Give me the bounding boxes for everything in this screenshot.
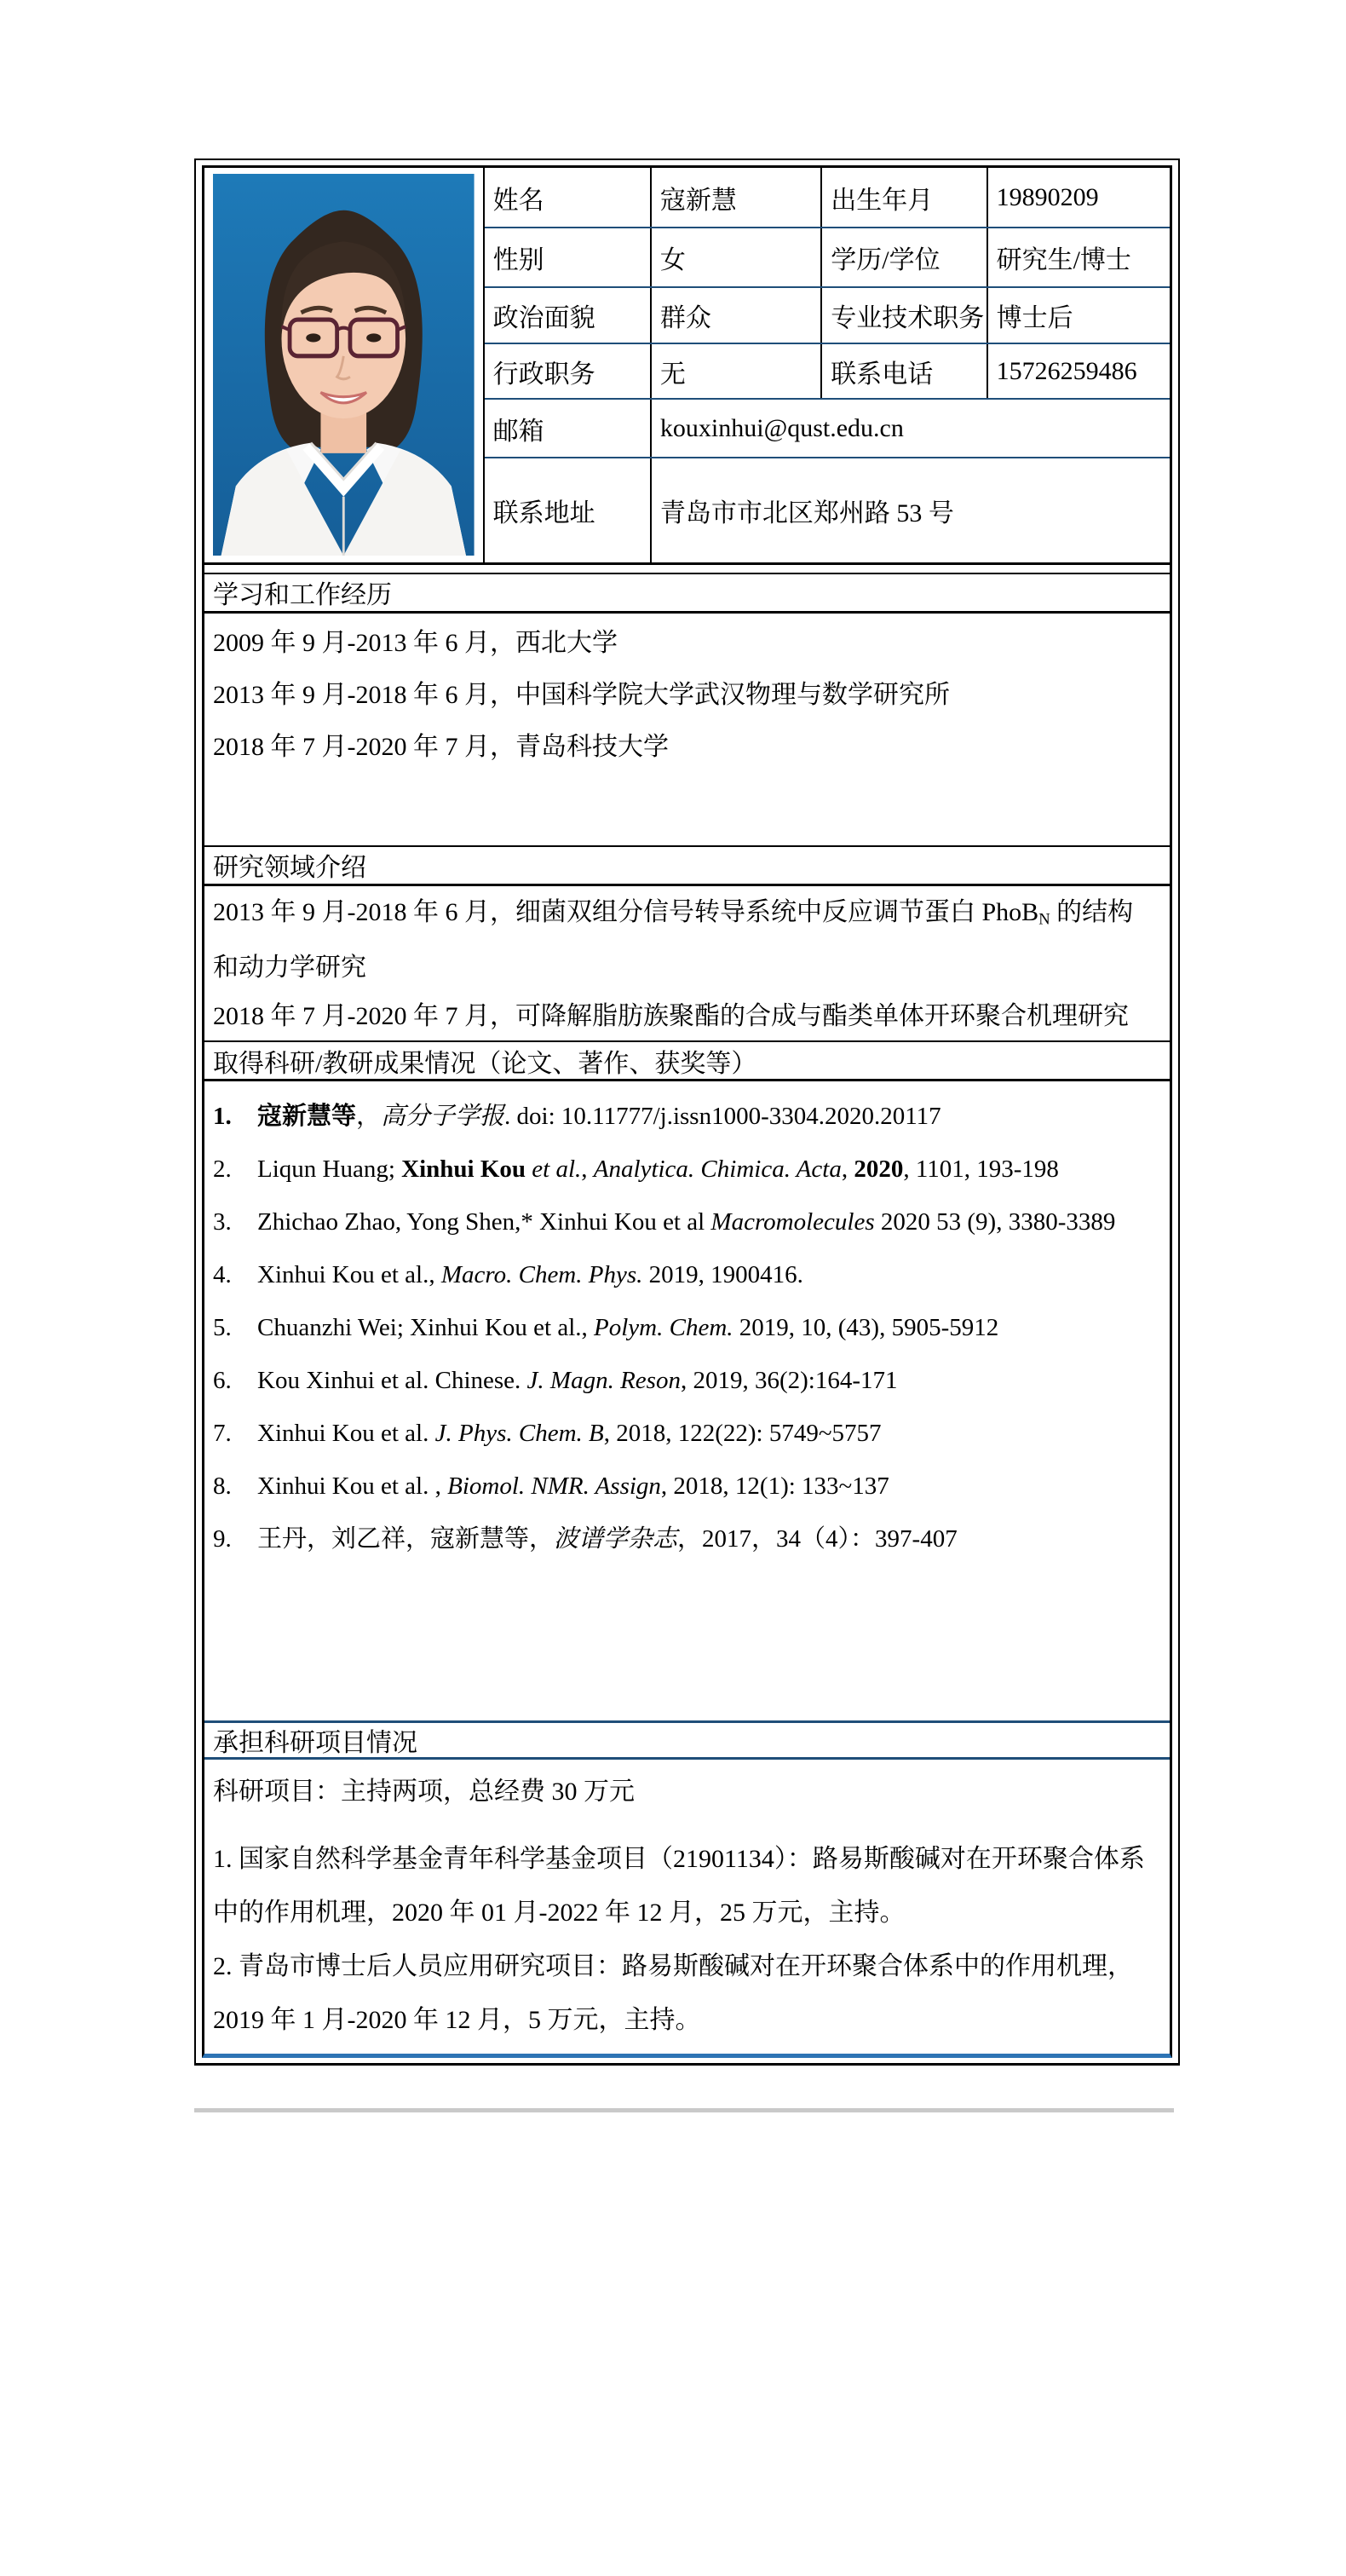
text-segment: Chuanzhi Wei; Xinhui Kou et al.,	[257, 1314, 595, 1342]
text-segment: , 2019, 36(2):164-171	[680, 1367, 898, 1395]
publication-text	[257, 1470, 1158, 1502]
publication-item	[213, 1100, 1158, 1132]
text-segment: Xinhui Kou et al. ,	[257, 1472, 448, 1501]
section-header-research-field	[204, 847, 1170, 886]
text-segment: 王丹，刘乙祥，寇新慧等，	[257, 1525, 555, 1553]
text-segment: Liqun Huang;	[257, 1155, 402, 1184]
text-segment: 2019, 10, (43), 5905-5912	[733, 1314, 999, 1342]
publication-item	[213, 1364, 1158, 1397]
section-header-projects	[204, 1720, 1170, 1760]
info-label-gender: 性别	[484, 228, 651, 287]
section-header-education	[204, 574, 1170, 614]
section-title: 研究领域介绍	[213, 854, 366, 882]
text-segment: N	[1038, 910, 1050, 929]
info-value-email: kouxinhui@qust.edu.cn	[651, 399, 1170, 458]
info-label-political-status: 政治面貌	[484, 287, 651, 343]
info-label-birth: 出生年月	[821, 168, 986, 228]
section-body-achievements publication-list	[204, 1081, 1170, 1720]
page-separator-line	[194, 2108, 1174, 2112]
text-segment: et al.	[526, 1155, 582, 1184]
publication-text	[257, 1100, 1158, 1132]
text-segment: Macro. Chem. Phys.	[440, 1261, 643, 1289]
section-title: 承担科研项目情况	[213, 1729, 417, 1758]
publication-item	[213, 1259, 1158, 1291]
publication-number: 9.	[213, 1525, 232, 1553]
text-segment: 高分子学报	[381, 1103, 505, 1131]
text-segment: Xinhui Kou et al.,	[257, 1261, 441, 1289]
publication-text	[257, 1311, 1158, 1344]
text-segment: , 2018, 122(22): 5749~5757	[603, 1420, 882, 1448]
publication-number: 7.	[213, 1420, 232, 1448]
text-segment: 2020 53 (9), 3380-3389	[874, 1208, 1116, 1236]
text-segment: J. Magn. Reson	[526, 1367, 681, 1395]
text-segment: Macromolecules	[710, 1208, 875, 1236]
text-segment: ,	[581, 1155, 594, 1184]
text-segment: 寇新慧等	[257, 1103, 357, 1131]
info-label-degree: 学历/学位	[821, 228, 986, 287]
text-segment: Xinhui Kou	[401, 1155, 526, 1184]
section-title: 学习和工作经历	[213, 581, 392, 609]
text-segment: 波谱学杂志	[554, 1525, 678, 1553]
publication-item	[213, 1417, 1158, 1449]
info-value-birth: 19890209	[987, 168, 1170, 228]
section-header-achievements	[204, 1042, 1170, 1081]
publication-number: 1.	[213, 1103, 232, 1131]
publication-text	[257, 1259, 1158, 1291]
publication-text	[257, 1206, 1158, 1238]
text-segment: ，2017，34（4）：397-407	[677, 1525, 958, 1553]
text-line: 2013 年 9 月-2018 年 6 月，中国科学院大学武汉物理与数学研究所	[213, 680, 950, 709]
publication-number: 2.	[213, 1155, 232, 1184]
text-line: 1. 国家自然科学基金青年科学基金项目（21901134）：路易斯酸碱对在开环聚合体系中的作用机理，2020 年 01 月-2022 年 12 月，25 万元，主持。	[213, 1845, 1145, 1928]
projects-summary: 科研项目：主持两项，总经费 30 万元	[213, 1778, 635, 1807]
text-segment: Analytica. Chimica. Acta	[593, 1155, 842, 1184]
info-value-political-status: 群众	[651, 287, 821, 343]
resume-document	[202, 165, 1172, 2058]
info-label-address: 联系地址	[484, 458, 651, 563]
text-segment: Xinhui Kou et al.	[257, 1420, 435, 1448]
publication-text	[257, 1523, 1158, 1555]
personal-info-table	[204, 168, 1170, 565]
portrait-photo	[213, 174, 475, 556]
projects-list	[213, 1832, 1158, 2047]
publication-item	[213, 1311, 1158, 1344]
text-line: 2. 青岛市博士后人员应用研究项目：路易斯酸碱对在开环聚合体系中的作用机理，2019 年 1 月-2020 年 12 月，5 万元，主持。	[213, 1952, 1133, 2035]
text-line	[213, 992, 1158, 1040]
photo-cell	[204, 168, 484, 563]
text-segment: Biomol. NMR. Assign	[447, 1472, 661, 1501]
info-value-title: 博士后	[987, 287, 1170, 343]
publication-text	[257, 1153, 1158, 1185]
info-value-address: 青岛市市北区郑州路 53 号	[651, 458, 1170, 563]
section-body-research-field	[204, 886, 1170, 1041]
section-title: 取得科研/教研成果情况（论文、著作、获奖等）	[213, 1049, 757, 1078]
publication-item	[213, 1523, 1158, 1555]
table-gap	[204, 565, 1170, 573]
text-segment: , 2018, 12(1): 133~137	[660, 1472, 889, 1501]
text-segment: Kou Xinhui et al. Chinese.	[257, 1367, 527, 1395]
info-label-title: 专业技术职务	[821, 287, 986, 343]
text-segment: . doi: 10.11777/j.issn1000-3304.2020.20117	[504, 1103, 941, 1131]
publication-number: 5.	[213, 1314, 232, 1342]
info-value-degree: 研究生/博士	[987, 228, 1170, 287]
text-segment: ，	[356, 1103, 382, 1131]
text-line: 2018 年 7 月-2020 年 7 月，青岛科技大学	[213, 732, 669, 761]
text-line: 2009 年 9 月-2013 年 6 月，西北大学	[213, 628, 618, 657]
info-value-name: 寇新慧	[651, 168, 821, 228]
text-segment: 2019, 1900416.	[642, 1261, 803, 1289]
text-line	[213, 888, 1158, 993]
info-label-email: 邮箱	[484, 399, 651, 458]
info-value-phone: 15726259486	[987, 343, 1170, 399]
text-segment: 2020	[854, 1155, 904, 1184]
publication-text	[257, 1417, 1158, 1449]
text-segment: Polym. Chem.	[594, 1314, 733, 1342]
publication-number: 4.	[213, 1261, 232, 1289]
text-segment: 的结构和动力学研究	[213, 897, 1134, 983]
publication-text	[257, 1364, 1158, 1397]
publication-item	[213, 1470, 1158, 1502]
publication-item	[213, 1153, 1158, 1185]
text-segment: , 1101, 193-198	[903, 1155, 1059, 1184]
info-label-admin-post: 行政职务	[484, 343, 651, 399]
info-label-phone: 联系电话	[821, 343, 986, 399]
text-segment: ,	[841, 1155, 854, 1184]
info-label-name: 姓名	[484, 168, 651, 228]
info-value-gender: 女	[651, 228, 821, 287]
resume-sections	[204, 573, 1170, 2054]
publication-number: 6.	[213, 1367, 232, 1395]
section-body-projects	[204, 1760, 1170, 2054]
publication-number: 8.	[213, 1472, 232, 1501]
text-segment: 2013 年 9 月-2018 年 6 月，细菌双组分信号转导系统中反应调节蛋白 PhoB	[213, 897, 1039, 926]
publication-item	[213, 1206, 1158, 1238]
text-segment: 2018 年 7 月-2020 年 7 月，可降解脂肪族聚酯的合成与酯类单体开环聚合机理研究	[213, 1002, 1129, 1031]
info-value-admin-post: 无	[651, 343, 821, 399]
text-segment: J. Phys. Chem. B	[434, 1420, 604, 1448]
text-segment: Zhichao Zhao, Yong Shen,* Xinhui Kou et al	[257, 1208, 711, 1236]
resume-document-border	[194, 158, 1180, 2066]
publication-number: 3.	[213, 1208, 232, 1236]
section-body-education	[204, 614, 1170, 845]
